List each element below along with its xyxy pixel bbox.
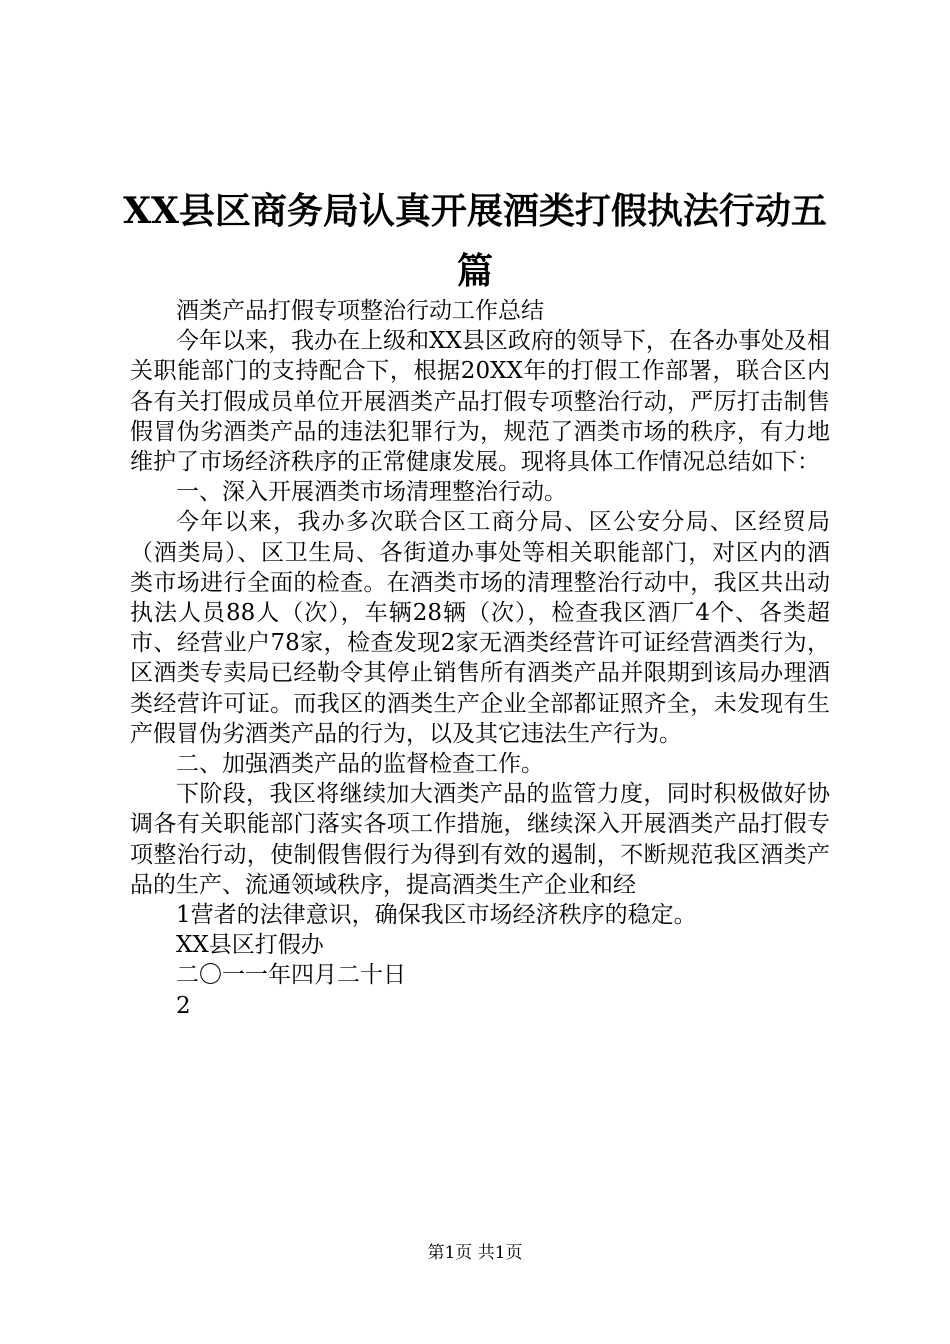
paragraph-section-2: 下阶段，我区将继续加大酒类产品的监管力度，同时积极做好协调各有关职能部门落实各项工作措施，继续深入开展酒类产品打假专项整治行动，使制假售假行为得到有效的遏制，不断规范我区酒类产品的生产、流通领域秩序，提高酒类生产企业和经 bbox=[130, 781, 830, 898]
signature-office: XX县区打假办 bbox=[176, 932, 324, 959]
paragraph-section-1: 今年以来，我办多次联合区工商分局、区公安分局、区经贸局（酒类局）、区卫生局、各街道办事处等相关职能部门，对区内的酒类市场进行全面的检查。在酒类市场的清理整治行动中，我区共出动执法人员88人（次），车辆28辆（次），检查我区酒厂4个、各类超市、经营业户78家，检查发现2家无酒类经营许可证经营酒类行为，区酒类专卖局已经勒令其停止销售所有酒类产品并限期到该局办理酒类经营许可证。而我区的酒类生产企业全部都证照齐全，未发现有生产假冒伪劣酒类产品的行为，以及其它违法生产行为。 bbox=[130, 509, 830, 747]
signature-date: 二〇一一年四月二十日 bbox=[176, 962, 406, 989]
trailing-page-marker: 2 bbox=[176, 992, 191, 1019]
section-heading-2: 二、加强酒类产品的监督检查工作。 bbox=[176, 751, 544, 778]
paragraph-intro: 今年以来，我办在上级和XX县区政府的领导下，在各办事处及相关职能部门的支持配合下，根据20XX年的打假工作部署，联合区内各有关打假成员单位开展酒类产品打假专项整治行动，严厉打击制售假冒伪劣酒类产品的违法犯罪行为，规范了酒类市场的秩序，有力地维护了市场经济秩序的正常健康发展。现将具体工作情况总结如下： bbox=[130, 328, 830, 476]
report-subtitle: 酒类产品打假专项整治行动工作总结 bbox=[176, 298, 544, 324]
document-body bbox=[130, 296, 830, 1021]
document-title-line-1: XX县区商务局认真开展酒类打假执法行动五 bbox=[123, 190, 827, 232]
section-heading-1: 一、深入开展酒类市场清理整治行动。 bbox=[176, 479, 567, 506]
document-title-line-2: 篇 bbox=[456, 250, 493, 292]
paragraph-continuation: 1营者的法律意识，确保我区市场经济秩序的稳定。 bbox=[176, 902, 697, 929]
page-footer: 第1页 共1页 bbox=[427, 1243, 523, 1263]
